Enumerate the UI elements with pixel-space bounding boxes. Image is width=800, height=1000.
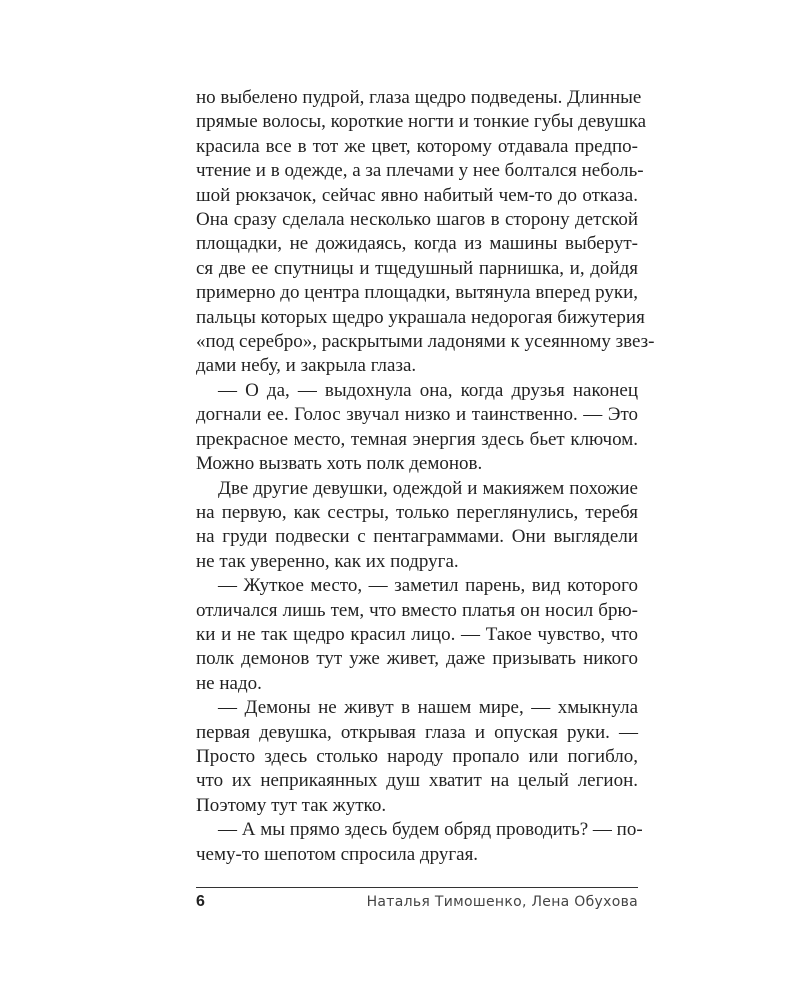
text-line: — А мы прямо здесь будем обряд проводить? — по- xyxy=(218,819,643,841)
text-line: дами небу, и закрыла глаза. xyxy=(196,355,417,377)
text-line: отличался лишь тем, что вместо платья он носил брю- xyxy=(196,599,638,621)
text-line: — Демоны не живут в нашем мире, — хмыкнула xyxy=(218,697,638,719)
text-line: ки и не так щедро красил лицо. — Такое чувство, что xyxy=(196,623,638,645)
text-line: шой рюкзачок, сейчас явно набитый чем-то до отказа. xyxy=(196,184,638,206)
footer-divider xyxy=(196,887,638,888)
running-footer-authors: Наталья Тимошенко, Лена Обухова xyxy=(366,894,638,910)
text-line: примерно до центра площадки, вытянула вперед руки, xyxy=(196,282,638,304)
text-line: Можно вызвать хоть полк демонов. xyxy=(196,453,483,475)
text-line: ся две ее спутницы и тщедушный парнишка, и, дойдя xyxy=(196,257,638,279)
text-line: на груди подвески с пентаграммами. Они выглядели xyxy=(196,526,638,548)
text-line: Просто здесь столько народу пропало или погибло, xyxy=(196,745,638,767)
text-line: красила все в тот же цвет, которому отдавала предпо- xyxy=(196,135,638,157)
body-text xyxy=(196,86,655,867)
text-line: пальцы которых щедро украшала недорогая бижутерия xyxy=(196,306,645,328)
text-line: прекрасное место, темная энергия здесь бьет ключом. xyxy=(196,428,638,450)
text-line: не надо. xyxy=(196,672,262,694)
text-line: прямые волосы, короткие ногти и тонкие губы девушка xyxy=(196,111,647,133)
page-number: 6 xyxy=(196,893,205,910)
text-line: «под серебро», раскрытыми ладонями к усеянному звез- xyxy=(196,331,655,353)
text-line: Поэтому тут так жутко. xyxy=(196,794,387,816)
text-line: на первую, как сестры, только переглянулись, теребя xyxy=(196,501,638,523)
text-line: что их неприкаянных душ хватит на целый легион. xyxy=(196,770,638,792)
text-line: площадки, не дожидаясь, когда из машины выберут- xyxy=(196,233,638,255)
text-line: первая девушка, открывая глаза и опуская руки. — xyxy=(196,721,638,743)
text-line: но выбелено пудрой, глаза щедро подведены. Длинные xyxy=(196,87,642,108)
text-line: чему-то шепотом спросила другая. xyxy=(196,843,479,865)
text-line: полк демонов тут уже живет, даже призывать никого xyxy=(196,648,638,670)
text-line: Она сразу сделала несколько шагов в сторону детской xyxy=(196,209,638,231)
text-line: догнали ее. Голос звучал низко и таинственно. — Это xyxy=(196,404,638,426)
text-line: не так уверенно, как их подруга. xyxy=(196,550,459,572)
text-line: — О да, — выдохнула она, когда друзья наконец xyxy=(218,379,638,401)
text-line: Две другие девушки, одеждой и макияжем похожие xyxy=(218,477,638,499)
text-line: чтение и в одежде, а за плечами у нее болтался неболь- xyxy=(196,160,644,182)
text-line: — Жуткое место, — заметил парень, вид которого xyxy=(218,575,638,597)
